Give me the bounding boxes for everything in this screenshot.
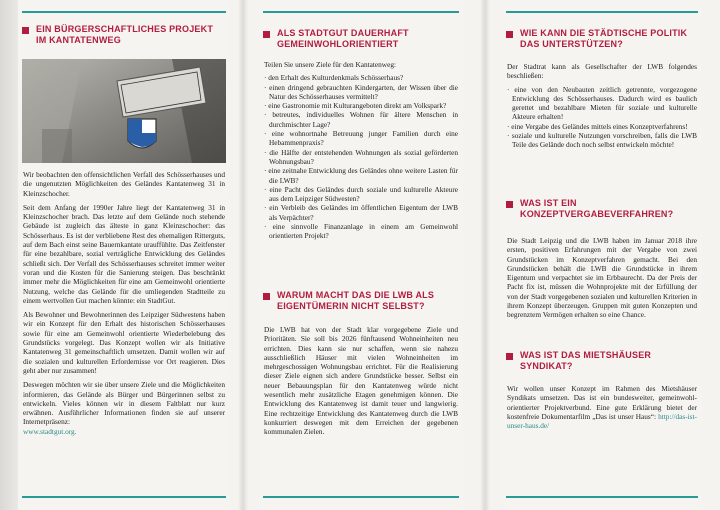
heading-text: WAS IST DAS MIETSHÄUSER SYNDIKAT? <box>520 350 652 371</box>
paragraph: Seit dem Anfang der 1990er Jahre liegt der Kantatenweg 31 in Kleinzschocher brach. Das letzte auf dem Gelände noch stehende Gebäude ist zugleich das älteste in ganz Kleinzschocher: das Schösserhaus. Es ist der verbliebene Rest des ehemaligen Ritterguts, auf dem Bach einst seine Bauernkantate urauffühlte. Das Zeitfenster für eine bezahlbare, sozial verträgliche Entwicklung des Geländes schließt sich. Der Verfall des Schösserhauses schreitet immer weiter voran und die Kosten für die Sanierung steigen. Das beschränkt immer mehr die Möglichkeiten für eine am Gemeinwohl orientierte Nutzung, welche das Gelände für die umliegenden Stadtteile zu einem wertvollen Gut machen könnte: ein StadtGut. <box>23 202 225 305</box>
council-list <box>507 85 697 150</box>
list-item: · eine Gastronomie mit Kulturangeboten direkt am Volkspark? <box>264 101 447 111</box>
concept-procedure-body <box>507 236 697 325</box>
heading-text: WAS IST EIN KONZEPTVERGABEVERFAHREN? <box>520 198 674 219</box>
list-item: · eine Vergabe des Geländes mittels eines Konzeptverfahrens! <box>507 121 688 131</box>
goals-list <box>264 73 458 240</box>
bullet-square-icon <box>22 27 29 34</box>
bullet-square-icon <box>263 293 270 300</box>
section-heading <box>22 24 226 46</box>
paragraph-text: Deswegen möchten wir sie über unsere Ziele und die Möglichkeiten informieren, das Gelände als Bürger und Bürgerinnen selbst zu entwickeln. Vieles können wir in diesem Faltblatt nur kurz erwähnen. Ausführlicher Informationen finden sie auf unserer Internetpräsenz: <box>23 380 225 427</box>
section-heading <box>506 198 698 220</box>
list-item: · eine zeitnahe Entwicklung des Geländes ohne weitere Lasten für die LWB? <box>264 166 458 185</box>
heading-text: ALS STADTGUT DAUERHAFT GEMEINWOHLORIENTIERT <box>277 28 409 49</box>
list-item: · den Erhalt des Kulturdenkmals Schösserhaus? <box>264 73 404 83</box>
council-intro: Der Stadtrat kann als Gesellschafter der LWB folgendes beschließen: <box>507 62 697 81</box>
list-item: · eine wohnortnahe Betreuung junger Familien durch eine Hebammenpraxis? <box>264 129 458 148</box>
bottom-rule <box>506 496 698 498</box>
list-item: · eine sinnvolle Finanzanlage in einem am Gemeinwohl orientierten Projekt? <box>264 222 458 241</box>
top-rule <box>22 11 226 13</box>
website-link[interactable]: www.stadtgut.org. <box>23 426 77 436</box>
column-1 <box>18 0 230 510</box>
section-heading <box>263 290 459 312</box>
list-item: · soziale und kulturelle Nutzungen vorschreiben, falls die LWB Teile des Gelände doch noch selbst entwickeln möchte! <box>507 131 697 150</box>
paragraph <box>507 384 697 430</box>
section-heading <box>506 350 698 372</box>
heading-text: WARUM MACHT DAS DIE LWB ALS EIGENTÜMERIN NICHT SELBST? <box>277 290 435 311</box>
paragraph: Wir beobachten den offensichtlichen Verfall des Schösserhauses und die ungenutzten Möglichkeiten des Geländes Kantatenweg 31 in Kleinzschocher. <box>23 170 225 198</box>
bullet-square-icon <box>506 353 513 360</box>
fold-line <box>480 0 490 510</box>
house-sign-photo <box>22 59 226 163</box>
bullet-square-icon <box>506 31 513 38</box>
paragraph-text: Wir wollen unser Konzept im Rahmen des Mietshäuser Syndikats umsetzen. Das ist ein bundesweiter, gemeinwohl-orientierter Projektverbund. Eine gute Erklärung bietet der kostenfreie Dokumentarfilm „Das ist unser Haus“: <box>507 384 697 421</box>
column-2 <box>259 0 463 510</box>
list-item: · die Hälfte der entstehenden Wohnungen als sozial geförderten Wohnungsbau? <box>264 147 458 166</box>
column-3 <box>502 0 702 510</box>
list-item: · einen dringend gebrauchten Kindergarten, der Wissen über die Natur des Schösserhauses vermittelt? <box>264 82 458 101</box>
paragraph: Die Stadt Leipzig und die LWB haben im Januar 2018 ihre ersten, positiven Erfahrungen mit der Vergabe von zwei Grundstücken im Konzeptverfahren gemacht. Bei den Grundstücken behält die LWB die Grundstücke in ihrem Eigentum und verpachtet sie im Erbbaurecht. Da der Preis der Pacht fix ist, müssen die Wohnprojekte mit der Erfüllung der von der Stadt vorgegebenen sozialen und kulturellen Kriterien in ihrem Konzept überzeugen. Gruppen mit guten Konzepten und begrenztem Vermögen erhalten so eine Chance. <box>507 236 697 320</box>
top-rule <box>263 11 459 13</box>
top-rule <box>506 11 698 13</box>
paragraph: Die LWB hat von der Stadt klar vorgegebene Ziele und Prioritäten. Sie soll bis 2026 fünftausend Wohneinheiten neu errichten. Dies kann sie nur schaffen, wenn sie nahezu ausschließlich Häuser mit vielen Wohneinheiten im mehrgeschossigen Wohnungsbau errichtet. Für die Realisierung dieser Ziele eignen sich andere Grundstücke besser. Selbst ein neuer Bebauungsplan für den Kantatenweg würde nicht wesentlich mehr zusätzliche Etagen genehmigen können. Die Entwicklung des Kantatenweg ist damit teuer und langwierig. Eine rechtzeitige Entwicklung des Kantatenweg durch die LWB konkurriert deswegen mit dem Erreichen der gegebenen kommunalen Zielen. <box>264 325 458 437</box>
list-item: · eine Pacht des Geländes durch soziale und kulturelle Akteure aus dem Leipziger Südwesten? <box>264 184 458 204</box>
list-item: · ein Verbleib des Geländes im öffentlichen Eigentum der LWB als Verpächter? <box>264 203 458 222</box>
heading-text: WIE KANN DIE STÄDTISCHE POLITIK DAS UNTERSTÜTZEN? <box>520 28 688 49</box>
goals-intro: Teilen Sie unsere Ziele für den Kantatenweg: <box>264 60 396 69</box>
council-block <box>507 62 697 150</box>
bottom-rule <box>263 496 459 498</box>
paragraph: Als Bewohner und Bewohnerinnen des Leipziger Südwestens haben wir ein Konzept für den Erhalt des historischen Schösserhauses sowie für eine am Gemeinwohl orientierte Wiederbelebung des Grundstücks vorgelegt. Das Konzept wollen wir als Initiative Kantatenweg 31 gemeinschaftlich umsetzen. Damit wollen wir auf die sozialen und kulturellen Erfordernisse vor Ort reagieren. Dies geht aber nur zusammen! <box>23 310 225 375</box>
column-1-body <box>23 170 225 436</box>
bottom-rule <box>22 496 226 498</box>
list-item: · betreutes, individuelles Wohnen für ältere Menschen in durchmischter Lage? <box>264 110 458 129</box>
list-item: · eine von den Neubauten zeitlich getrennte, vorgezogene Entwicklung des Schösserhauses. Dadurch wird es baulich gerettet und bezahlbare Mieten für soziale und kulturelle Akteure erhalten! <box>507 84 697 122</box>
syndicate-body <box>507 384 697 435</box>
section-heading <box>506 28 698 50</box>
section-heading <box>263 28 459 50</box>
fold-line <box>238 0 248 510</box>
column-2-body <box>264 325 458 442</box>
bullet-square-icon <box>506 201 513 208</box>
bullet-square-icon <box>263 31 270 38</box>
website-link[interactable]: http://das-ist-unser-haus.de/ <box>507 411 697 431</box>
goals-list-block <box>264 60 458 241</box>
heading-text: EIN BÜRGERSCHAFTLICHES PROJEKT IM KANTATENWEG <box>36 24 214 45</box>
paragraph <box>23 380 225 436</box>
